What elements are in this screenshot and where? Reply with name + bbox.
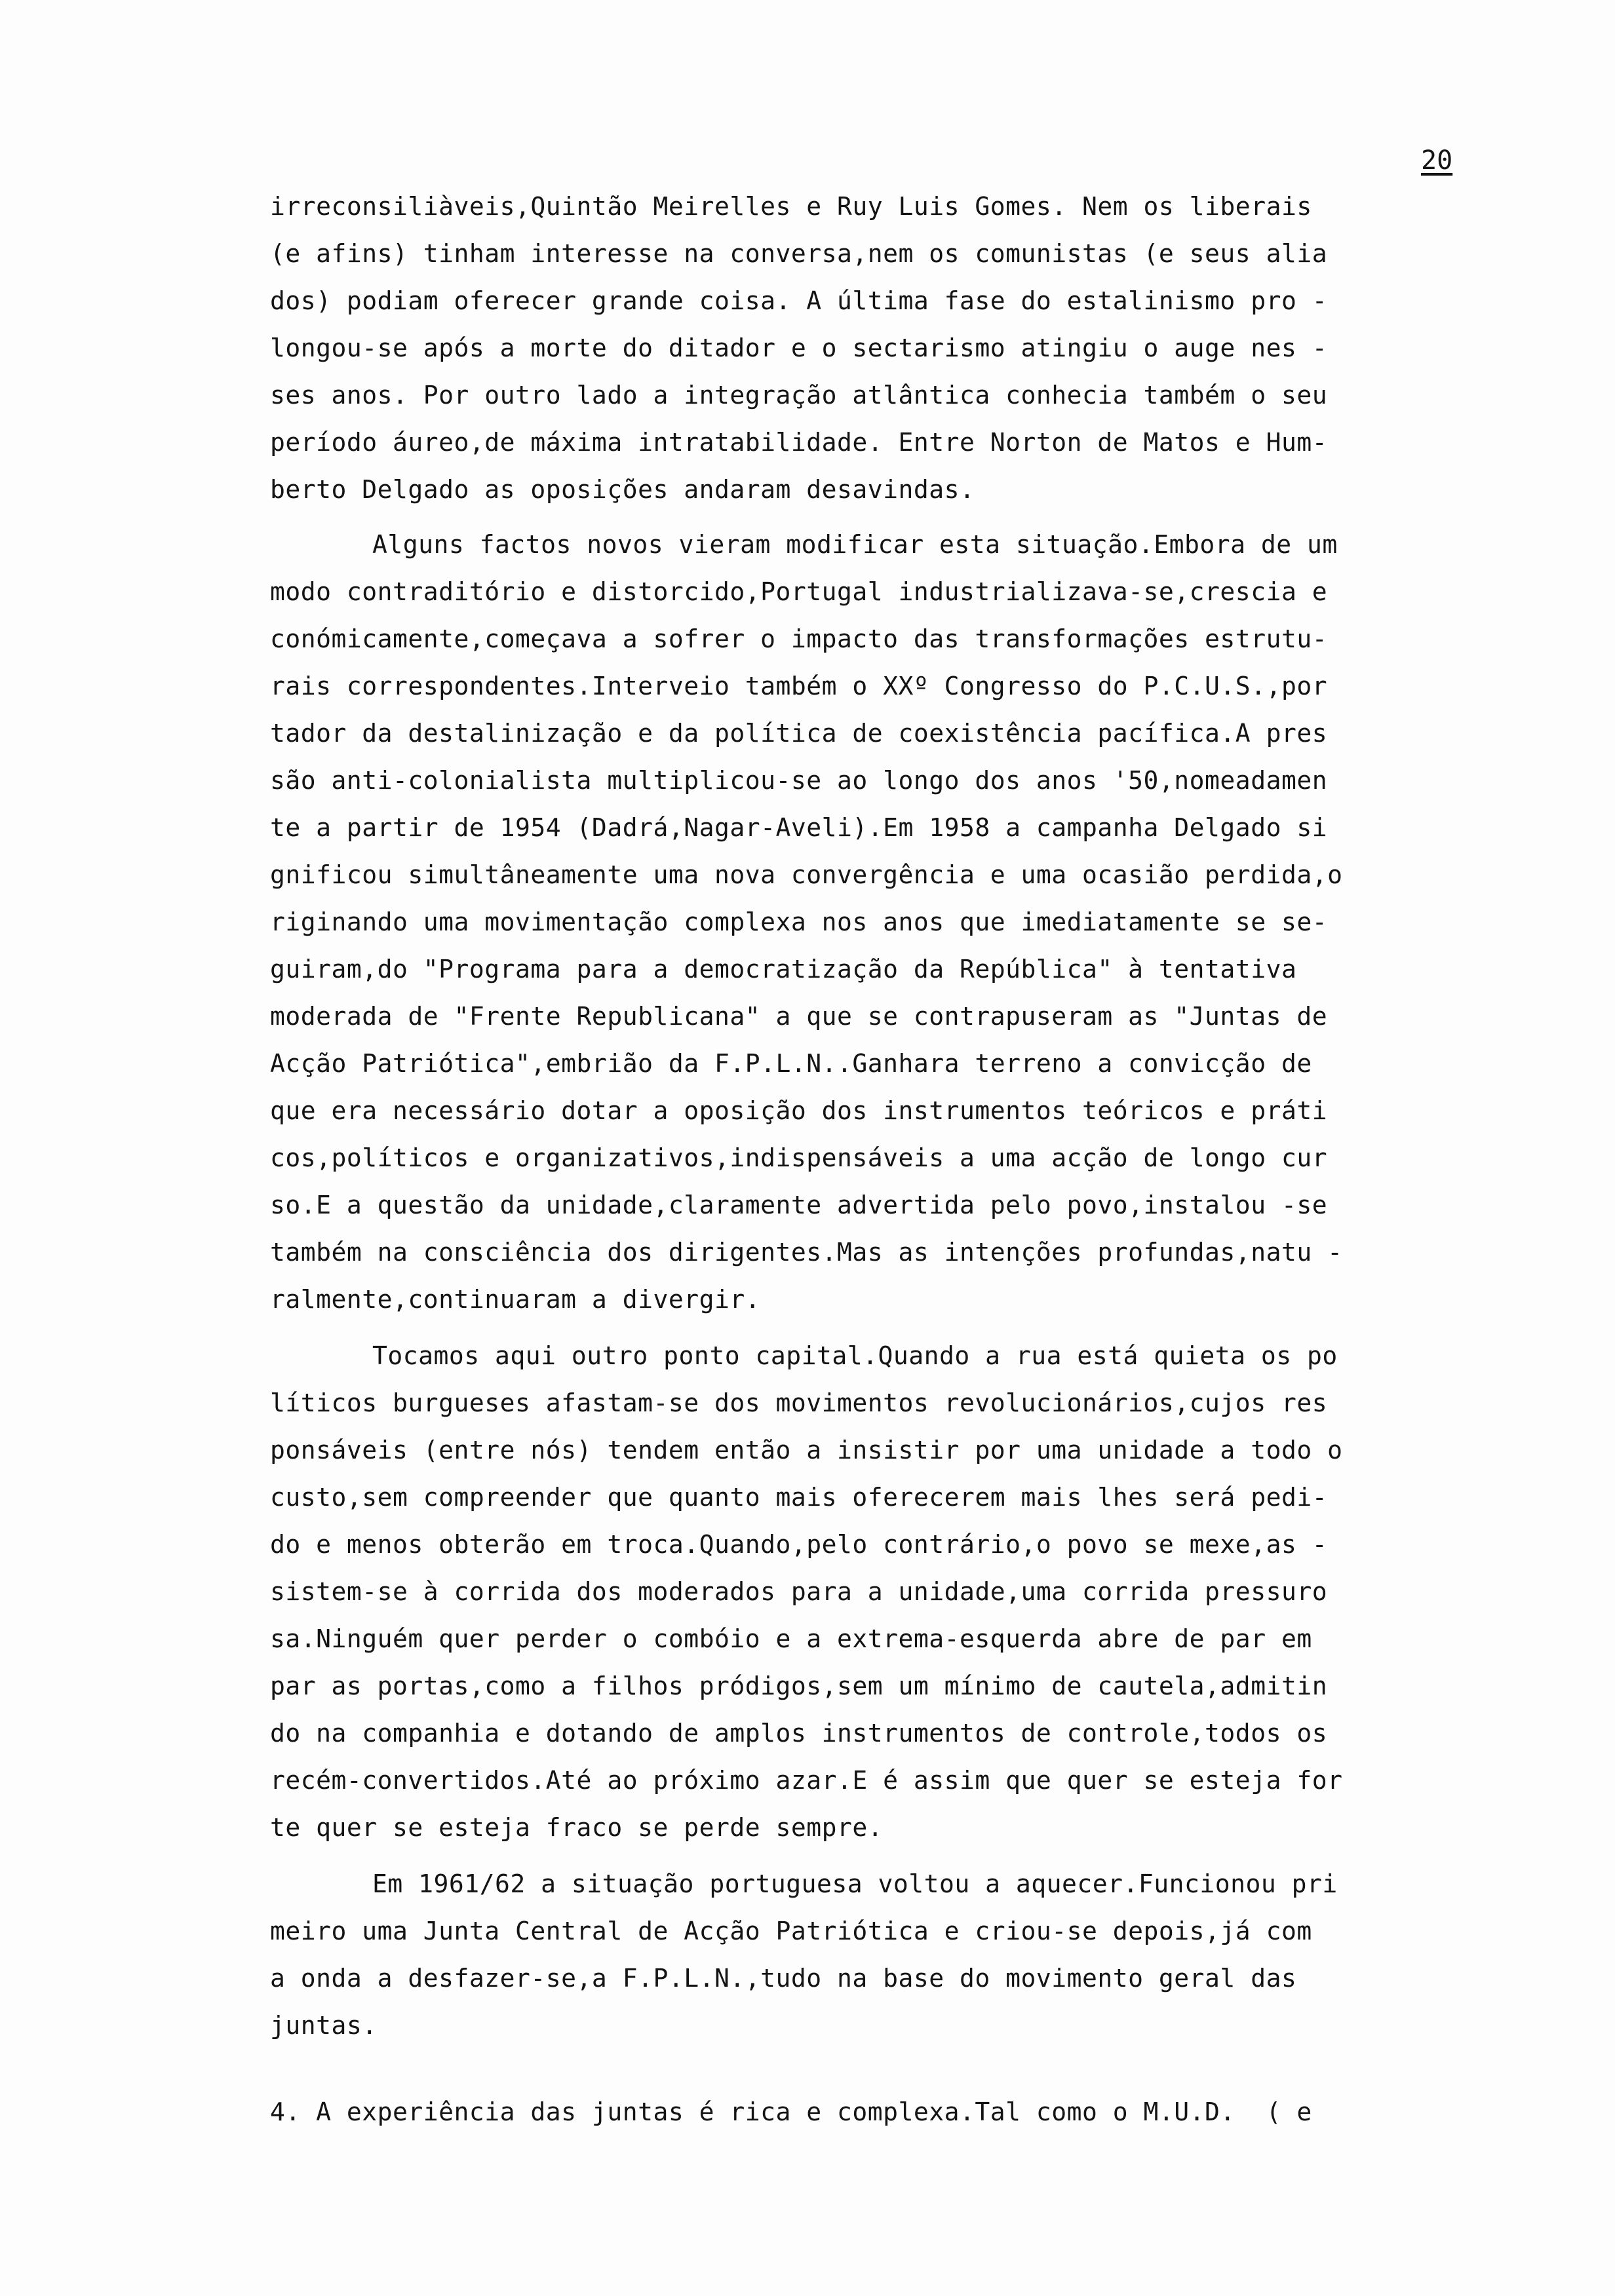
- text-line: (e afins) tinham interesse na conversa,nem os comunistas (e seus alia: [270, 239, 1328, 268]
- text-line: te quer se esteja fraco se perde sempre.: [270, 1813, 884, 1842]
- text-line: tador da destalinização e da política de coexistência pacífica.A pres: [270, 719, 1328, 748]
- text-line: so.E a questão da unidade,claramente advertida pelo povo,instalou -se: [270, 1191, 1328, 1219]
- text-line: Tocamos aqui outro ponto capital.Quando a rua está quieta os po: [372, 1341, 1338, 1370]
- text-line: recém-convertidos.Até ao próximo azar.E é assim que quer se esteja for: [270, 1766, 1343, 1795]
- text-line: do na companhia e dotando de amplos instrumentos de controle,todos os: [270, 1719, 1328, 1748]
- text-line: que era necessário dotar a oposição dos instrumentos teóricos e práti: [270, 1096, 1328, 1125]
- text-line: sa.Ninguém quer perder o combóio e a extrema-esquerda abre de par em: [270, 1624, 1312, 1653]
- text-line: também na consciência dos dirigentes.Mas as intenções profundas,natu -: [270, 1238, 1343, 1267]
- text-line: rais correspondentes.Interveio também o XXº Congresso do P.C.U.S.,por: [270, 672, 1328, 700]
- text-line: Acção Patriótica",embrião da F.P.L.N..Ganhara terreno a convicção de: [270, 1049, 1312, 1078]
- text-line: modo contraditório e distorcido,Portugal industrializava-se,crescia e: [270, 577, 1328, 606]
- text-line: te a partir de 1954 (Dadrá,Nagar-Aveli).Em 1958 a campanha Delgado si: [270, 813, 1328, 842]
- text-line: do e menos obterão em troca.Quando,pelo contrário,o povo se mexe,as -: [270, 1530, 1328, 1559]
- text-line: são anti-colonialista multiplicou-se ao longo dos anos '50,nomeadamen: [270, 766, 1328, 795]
- text-line: cos,políticos e organizativos,indispensáveis a uma acção de longo cur: [270, 1143, 1328, 1172]
- text-line: ponsáveis (entre nós) tendem então a insistir por uma unidade a todo o: [270, 1436, 1343, 1464]
- text-line: período áureo,de máxima intratabilidade. Entre Norton de Matos e Hum-: [270, 428, 1328, 457]
- text-line: conómicamente,começava a sofrer o impacto das transformações estrutu-: [270, 624, 1328, 653]
- text-line: sistem-se à corrida dos moderados para a unidade,uma corrida pressuro: [270, 1577, 1328, 1606]
- text-line: irreconsiliàveis,Quintão Meirelles e Ruy Luis Gomes. Nem os liberais: [270, 192, 1312, 221]
- text-line: custo,sem compreender que quanto mais oferecerem mais lhes será pedi-: [270, 1483, 1328, 1512]
- text-line: juntas.: [270, 2011, 378, 2040]
- text-line: longou-se após a morte do ditador e o sectarismo atingiu o auge nes -: [270, 334, 1328, 362]
- text-line: riginando uma movimentação complexa nos anos que imediatamente se se-: [270, 908, 1328, 936]
- text-line: moderada de "Frente Republicana" a que se contrapuseram as "Juntas de: [270, 1002, 1328, 1031]
- text-line: ses anos. Por outro lado a integração atlântica conhecia também o seu: [270, 381, 1328, 410]
- text-line: Alguns factos novos vieram modificar esta situação.Embora de um: [372, 530, 1338, 559]
- text-line: líticos burgueses afastam-se dos movimentos revolucionários,cujos res: [270, 1388, 1328, 1417]
- text-line: gnificou simultâneamente uma nova convergência e uma ocasião perdida,o: [270, 860, 1343, 889]
- text-line: Em 1961/62 a situação portuguesa voltou a aquecer.Funcionou pri: [372, 1869, 1338, 1898]
- section-heading-line: 4. A experiência das juntas é rica e complexa.Tal como o M.U.D. ( e: [270, 2097, 1312, 2126]
- text-line: ralmente,continuaram a divergir.: [270, 1285, 761, 1314]
- page-number: 20: [1421, 145, 1453, 176]
- text-line: par as portas,como a filhos pródigos,sem um mínimo de cautela,admitin: [270, 1672, 1328, 1700]
- text-line: meiro uma Junta Central de Acção Patriótica e criou-se depois,já com: [270, 1917, 1312, 1945]
- text-line: berto Delgado as oposições andaram desavindas.: [270, 475, 975, 504]
- text-line: guiram,do "Programa para a democratização da República" à tentativa: [270, 955, 1297, 984]
- text-line: dos) podiam oferecer grande coisa. A última fase do estalinismo pro -: [270, 286, 1328, 315]
- text-line: a onda a desfazer-se,a F.P.L.N.,tudo na base do movimento geral das: [270, 1964, 1297, 1993]
